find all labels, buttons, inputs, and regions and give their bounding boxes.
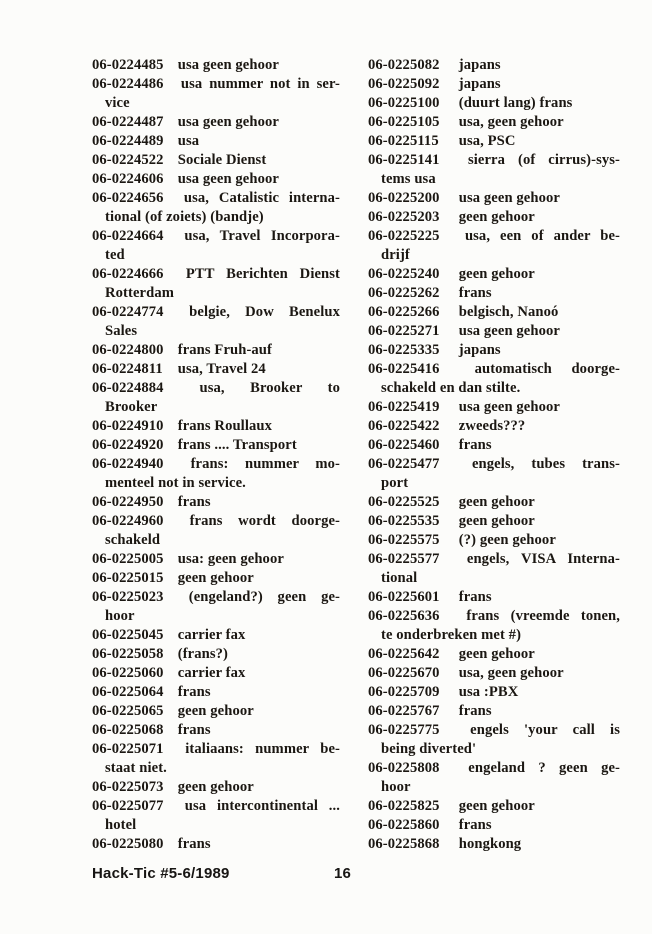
entry-line xyxy=(368,208,620,227)
phone-number: 06-0224774 xyxy=(92,304,164,320)
phone-number: 06-0225068 xyxy=(92,722,164,738)
entry-continuation: port xyxy=(381,475,409,491)
entry-description: geen gehoor xyxy=(177,779,254,795)
phone-number: 06-0225080 xyxy=(92,836,164,852)
phone-number: 06-0224606 xyxy=(92,171,164,187)
entry-description: usa nummer not in ser- xyxy=(180,76,341,92)
entry-continuation: tional (of zoiets) (bandje) xyxy=(105,209,264,225)
entry-line xyxy=(368,94,620,113)
phone-number: 06-0224940 xyxy=(92,456,164,472)
entry-line xyxy=(92,341,340,360)
entry-description: engels, tubes trans- xyxy=(471,456,620,472)
entry-line xyxy=(368,645,620,664)
phone-number: 06-0225808 xyxy=(368,760,440,776)
entry-line xyxy=(368,607,620,626)
entry-line xyxy=(368,512,620,531)
entry-description: frans xyxy=(458,703,492,719)
phone-number: 06-0225422 xyxy=(368,418,440,434)
phone-number: 06-0224489 xyxy=(92,133,164,149)
list-item xyxy=(92,227,340,265)
entry-line xyxy=(368,436,620,455)
phone-number: 06-0225416 xyxy=(368,361,440,377)
text-column-left xyxy=(92,56,340,854)
entry-line xyxy=(368,797,620,816)
entry-description: (engeland?) geen ge- xyxy=(188,589,340,605)
list-item xyxy=(368,797,620,816)
entry-description: hongkong xyxy=(458,836,522,852)
entry-continuation: being diverted' xyxy=(381,741,477,757)
entry-description: zweeds??? xyxy=(458,418,526,434)
phone-number: 06-0225577 xyxy=(368,551,440,567)
list-item xyxy=(368,151,620,189)
phone-number: 06-0225419 xyxy=(368,399,440,415)
entry-description: PTT Berichten Dienst xyxy=(185,266,341,282)
list-item xyxy=(368,702,620,721)
list-item xyxy=(92,379,340,417)
phone-number: 06-0225045 xyxy=(92,627,164,643)
text-column-right xyxy=(368,56,620,854)
list-item xyxy=(368,816,620,835)
entry-line xyxy=(92,189,340,208)
phone-number: 06-0224811 xyxy=(92,361,163,377)
list-item xyxy=(368,189,620,208)
list-item xyxy=(92,740,340,778)
list-item xyxy=(92,75,340,113)
entry-description: usa geen gehoor xyxy=(177,57,279,73)
list-item xyxy=(92,455,340,493)
entry-continuation: hotel xyxy=(105,817,137,833)
phone-number: 06-0225636 xyxy=(368,608,440,624)
phone-number: 06-0225860 xyxy=(368,817,440,833)
entry-line xyxy=(368,189,620,208)
entry-description: geen gehoor xyxy=(177,570,254,586)
entry-line xyxy=(92,512,340,531)
phone-number: 06-0224666 xyxy=(92,266,164,282)
list-item xyxy=(92,778,340,797)
entry-line xyxy=(92,778,340,797)
entry-line xyxy=(368,531,620,550)
entry-description: usa geen gehoor xyxy=(458,190,560,206)
list-item xyxy=(92,569,340,588)
phone-number: 06-0224884 xyxy=(92,380,164,396)
footer-publication-title: Hack-Tic #5-6/1989 xyxy=(92,865,230,882)
phone-number: 06-0225060 xyxy=(92,665,164,681)
phone-number: 06-0225092 xyxy=(368,76,440,92)
entry-line xyxy=(92,626,340,645)
list-item xyxy=(92,550,340,569)
entry-description: frans Fruh-auf xyxy=(177,342,272,358)
list-item xyxy=(368,322,620,341)
phone-number: 06-0225015 xyxy=(92,570,164,586)
phone-number: 06-0224656 xyxy=(92,190,164,206)
phone-number: 06-0225670 xyxy=(368,665,440,681)
entry-line xyxy=(368,721,620,740)
entry-description: usa, geen gehoor xyxy=(458,114,564,130)
phone-number: 06-0225240 xyxy=(368,266,440,282)
phone-number: 06-0225266 xyxy=(368,304,440,320)
entry-description: usa intercontinental ... xyxy=(184,798,341,814)
entry-description: usa, Travel Incorpora- xyxy=(184,228,340,244)
entry-description: frans .... Transport xyxy=(177,437,297,453)
list-item xyxy=(368,265,620,284)
list-item xyxy=(368,588,620,607)
entry-continuation: staat niet. xyxy=(105,760,167,776)
phone-number: 06-0225535 xyxy=(368,513,440,529)
entry-line xyxy=(368,550,620,569)
phone-number: 06-0225767 xyxy=(368,703,440,719)
list-item xyxy=(368,398,620,417)
entry-description: geen gehoor xyxy=(458,209,535,225)
entry-line xyxy=(92,56,340,75)
entry-description: usa :PBX xyxy=(458,684,519,700)
list-item xyxy=(92,360,340,379)
phone-number: 06-0224800 xyxy=(92,342,164,358)
list-item xyxy=(92,265,340,303)
phone-number: 06-0224920 xyxy=(92,437,164,453)
phone-number: 06-0225601 xyxy=(368,589,440,605)
phone-number: 06-0224485 xyxy=(92,57,164,73)
entry-description: geen gehoor xyxy=(458,266,535,282)
entry-line xyxy=(368,303,620,322)
entry-description: (duurt lang) frans xyxy=(458,95,573,111)
list-item xyxy=(92,702,340,721)
entry-description: belgisch, Nanoó xyxy=(458,304,559,320)
entry-continuation: hoor xyxy=(381,779,411,795)
entry-line xyxy=(92,702,340,721)
phone-number: 06-0225335 xyxy=(368,342,440,358)
entry-line xyxy=(368,227,620,246)
entry-description: usa geen gehoor xyxy=(177,114,279,130)
entry-description: geen gehoor xyxy=(458,513,535,529)
phone-number: 06-0225105 xyxy=(368,114,440,130)
list-item xyxy=(92,170,340,189)
entry-line xyxy=(368,664,620,683)
entry-description: usa, PSC xyxy=(458,133,516,149)
entry-line xyxy=(92,569,340,588)
entry-line xyxy=(92,379,340,398)
list-item xyxy=(92,512,340,550)
entry-line xyxy=(368,398,620,417)
list-item xyxy=(368,227,620,265)
entry-continuation: drijf xyxy=(381,247,410,263)
entry-description: usa xyxy=(177,133,200,149)
entry-continuation: te onderbreken met #) xyxy=(381,627,522,643)
entry-description: usa, Brooker to xyxy=(199,380,340,396)
phone-number: 06-0225023 xyxy=(92,589,164,605)
entry-line xyxy=(368,151,620,170)
entry-description: japans xyxy=(458,76,501,92)
list-item xyxy=(92,303,340,341)
entry-continuation: ted xyxy=(105,247,125,263)
footer-page-number: 16 xyxy=(334,865,352,882)
phone-number: 06-0225058 xyxy=(92,646,164,662)
list-item xyxy=(368,94,620,113)
list-item xyxy=(92,132,340,151)
phone-number: 06-0225082 xyxy=(368,57,440,73)
phone-number: 06-0225065 xyxy=(92,703,164,719)
list-item xyxy=(92,664,340,683)
entry-line xyxy=(92,740,340,759)
list-item xyxy=(368,512,620,531)
entry-description: japans xyxy=(458,342,501,358)
entry-description: frans xyxy=(458,437,492,453)
entry-description: frans xyxy=(177,684,211,700)
list-item xyxy=(92,417,340,436)
entry-description: carrier fax xyxy=(177,627,246,643)
entry-line xyxy=(92,683,340,702)
list-item xyxy=(92,588,340,626)
entry-description: frans xyxy=(177,722,211,738)
list-item xyxy=(368,341,620,360)
list-item xyxy=(368,284,620,303)
entry-continuation: schakeld xyxy=(105,532,161,548)
list-item xyxy=(92,797,340,835)
entry-line xyxy=(92,797,340,816)
list-item xyxy=(368,493,620,512)
entry-description: carrier fax xyxy=(177,665,246,681)
phone-number: 06-0225005 xyxy=(92,551,164,567)
list-item xyxy=(368,208,620,227)
list-item xyxy=(92,626,340,645)
phone-number: 06-0224487 xyxy=(92,114,164,130)
entry-description: frans xyxy=(177,494,211,510)
entry-description: usa geen gehoor xyxy=(177,171,279,187)
entry-line xyxy=(92,132,340,151)
phone-number: 06-0225073 xyxy=(92,779,164,795)
entry-description: sierra (of cirrus)-sys- xyxy=(467,152,620,168)
list-item xyxy=(368,531,620,550)
entry-line xyxy=(92,588,340,607)
entry-line xyxy=(368,56,620,75)
entry-line xyxy=(92,455,340,474)
entry-line xyxy=(368,683,620,702)
list-item xyxy=(92,113,340,132)
entry-line xyxy=(92,493,340,512)
phone-number: 06-0225825 xyxy=(368,798,440,814)
phone-number: 06-0225115 xyxy=(368,133,439,149)
list-item xyxy=(368,683,620,702)
entry-continuation: hoor xyxy=(105,608,135,624)
list-item xyxy=(368,132,620,151)
entry-description: engels, VISA Interna- xyxy=(466,551,620,567)
list-item xyxy=(368,455,620,493)
list-item xyxy=(92,189,340,227)
entry-line xyxy=(368,455,620,474)
entry-line xyxy=(92,113,340,132)
phone-number: 06-0225262 xyxy=(368,285,440,301)
list-item xyxy=(368,360,620,398)
entry-line xyxy=(368,341,620,360)
entry-line xyxy=(368,588,620,607)
entry-description: geen gehoor xyxy=(177,703,254,719)
list-item xyxy=(368,835,620,854)
entry-line xyxy=(92,417,340,436)
phone-number: 06-0225203 xyxy=(368,209,440,225)
entry-description: engeland ? geen ge- xyxy=(468,760,620,776)
entry-description: frans wordt doorge- xyxy=(189,513,340,529)
entry-line xyxy=(368,816,620,835)
entry-description: frans xyxy=(458,285,492,301)
entry-line xyxy=(92,835,340,854)
phone-number: 06-0225775 xyxy=(368,722,440,738)
phone-number: 06-0225225 xyxy=(368,228,440,244)
entry-description: usa, een of ander be- xyxy=(464,228,620,244)
entry-description: frans xyxy=(177,836,211,852)
phone-number: 06-0224522 xyxy=(92,152,164,168)
entry-line xyxy=(368,759,620,778)
entry-line xyxy=(368,322,620,341)
list-item xyxy=(368,721,620,759)
entry-line xyxy=(368,284,620,303)
phone-number: 06-0225271 xyxy=(368,323,440,339)
entry-description: usa geen gehoor xyxy=(458,323,560,339)
entry-description: japans xyxy=(458,57,501,73)
entry-continuation: tional xyxy=(381,570,418,586)
phone-number: 06-0225709 xyxy=(368,684,440,700)
phone-number: 06-0224950 xyxy=(92,494,164,510)
entry-line xyxy=(368,132,620,151)
phone-number: 06-0224910 xyxy=(92,418,164,434)
phone-number: 06-0224960 xyxy=(92,513,164,529)
phone-number: 06-0225460 xyxy=(368,437,440,453)
entry-description: frans: nummer mo- xyxy=(190,456,341,472)
phone-number: 06-0225200 xyxy=(368,190,440,206)
phone-number: 06-0224486 xyxy=(92,76,164,92)
phone-number: 06-0225642 xyxy=(368,646,440,662)
entry-description: italiaans: nummer be- xyxy=(185,741,340,757)
entry-line xyxy=(368,417,620,436)
entry-description: frans Roullaux xyxy=(177,418,272,434)
list-item xyxy=(92,721,340,740)
entry-line xyxy=(92,436,340,455)
entry-description: frans xyxy=(458,589,492,605)
entry-line xyxy=(368,493,620,512)
phone-number: 06-0225575 xyxy=(368,532,440,548)
entry-description: automatisch doorge- xyxy=(474,361,620,377)
entry-line xyxy=(368,702,620,721)
entry-description: belgie, Dow Benelux xyxy=(189,304,340,320)
phone-number: 06-0225525 xyxy=(368,494,440,510)
entry-description: usa geen gehoor xyxy=(458,399,560,415)
entry-continuation: Brooker xyxy=(105,399,158,415)
entry-line xyxy=(92,151,340,170)
list-item xyxy=(92,56,340,75)
entry-description: usa, Travel 24 xyxy=(177,361,266,377)
phone-number: 06-0224664 xyxy=(92,228,164,244)
entry-line xyxy=(92,170,340,189)
entry-line xyxy=(92,227,340,246)
list-item xyxy=(368,113,620,132)
phone-number: 06-0225100 xyxy=(368,95,440,111)
entry-continuation: menteel not in service. xyxy=(105,475,246,491)
entry-line xyxy=(368,75,620,94)
list-item xyxy=(368,607,620,645)
list-item xyxy=(92,341,340,360)
entry-continuation: schakeld en dan stilte. xyxy=(381,380,521,396)
entry-continuation: vice xyxy=(105,95,130,111)
list-item xyxy=(368,303,620,322)
list-item xyxy=(92,493,340,512)
list-item xyxy=(92,645,340,664)
entry-description: geen gehoor xyxy=(458,798,535,814)
entry-description: frans xyxy=(458,817,492,833)
entry-line xyxy=(368,360,620,379)
entry-description: frans (vreemde tonen, xyxy=(466,608,620,624)
entry-continuation: tems usa xyxy=(381,171,436,187)
list-item xyxy=(92,683,340,702)
entry-line xyxy=(92,75,340,94)
entry-line xyxy=(368,265,620,284)
entry-description: usa, geen gehoor xyxy=(458,665,564,681)
list-item xyxy=(92,436,340,455)
entry-description: engels 'your call is xyxy=(470,722,620,738)
entry-description: usa: geen gehoor xyxy=(177,551,284,567)
list-item xyxy=(368,75,620,94)
entry-continuation: Sales xyxy=(105,323,138,339)
entry-description: usa, Catalistic interna- xyxy=(183,190,340,206)
list-item xyxy=(368,645,620,664)
phone-number: 06-0225071 xyxy=(92,741,164,757)
entry-description: geen gehoor xyxy=(458,494,535,510)
list-item xyxy=(368,759,620,797)
phone-number: 06-0225868 xyxy=(368,836,440,852)
list-item xyxy=(92,151,340,170)
entry-description: Sociale Dienst xyxy=(177,152,267,168)
entry-line xyxy=(92,303,340,322)
entry-description: geen gehoor xyxy=(458,646,535,662)
entry-line xyxy=(368,835,620,854)
entry-line xyxy=(368,113,620,132)
list-item xyxy=(368,417,620,436)
entry-line xyxy=(92,265,340,284)
phone-number: 06-0225064 xyxy=(92,684,164,700)
list-item xyxy=(368,550,620,588)
list-item xyxy=(368,56,620,75)
list-item xyxy=(368,664,620,683)
entry-description: (frans?) xyxy=(177,646,228,662)
entry-line xyxy=(92,645,340,664)
entry-line xyxy=(92,721,340,740)
entry-line xyxy=(92,360,340,379)
list-item xyxy=(368,436,620,455)
entry-line xyxy=(92,550,340,569)
phone-number: 06-0225077 xyxy=(92,798,164,814)
entry-line xyxy=(92,664,340,683)
entry-description: (?) geen gehoor xyxy=(458,532,556,548)
phone-number: 06-0225141 xyxy=(368,152,440,168)
phone-number: 06-0225477 xyxy=(368,456,440,472)
list-item xyxy=(92,835,340,854)
entry-continuation: Rotterdam xyxy=(105,285,174,301)
